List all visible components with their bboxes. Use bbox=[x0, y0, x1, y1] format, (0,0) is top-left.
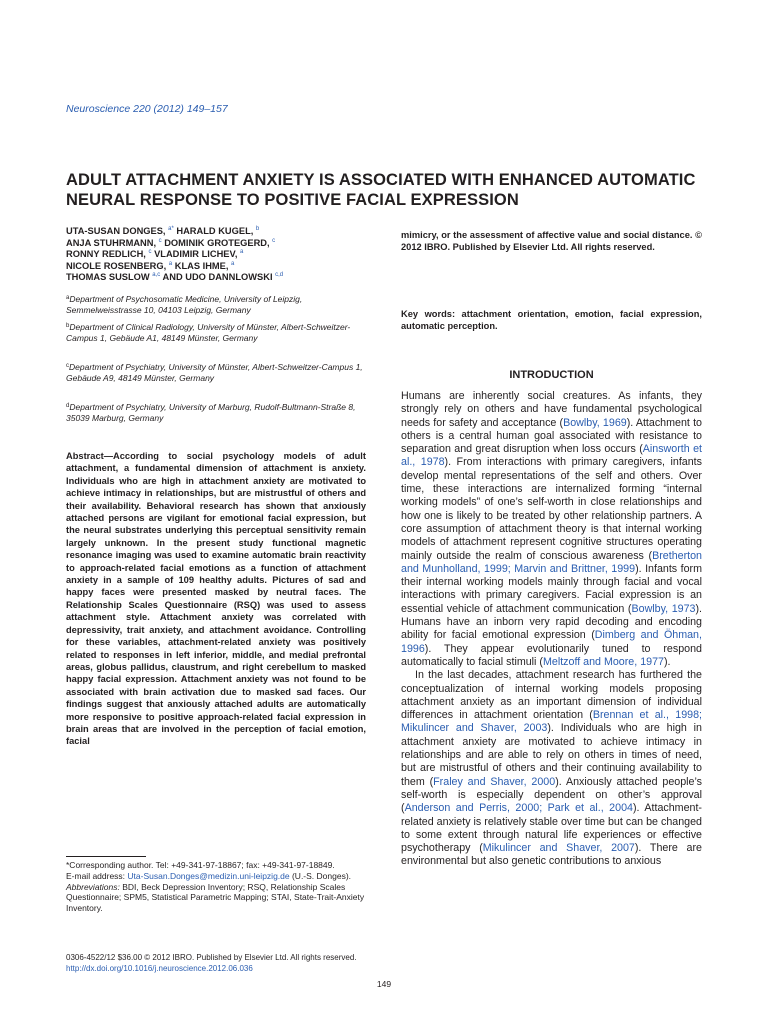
intro-text: ). They appear evolutionarily tuned to respond automatically to facial stimuli ( bbox=[401, 642, 702, 668]
affiliation-a bbox=[66, 294, 366, 317]
journal-citation[interactable]: Neuroscience 220 (2012) 149–157 bbox=[66, 103, 228, 115]
affiliation-text: Department of Psychiatry, University of Münster, Albert-Schweitzer-Campus 1, Gebäude A9, 48149 Münster, Germany bbox=[66, 362, 363, 384]
author-affiliation-marker[interactable]: c bbox=[148, 249, 152, 255]
citation-link[interactable]: Mikulincer and Shaver, 2007 bbox=[482, 842, 635, 855]
author-name: AND UDO DANNLOWSKI bbox=[162, 272, 276, 282]
intro-text: Humans are inherently social creatures. As infants, they strongly rely on others and have fundamental psychological needs for safety and acceptance ( bbox=[401, 390, 702, 429]
affiliation-text: Department of Psychiatry, University of Marburg, Rudolf-Bultmann-Straße 8, 35039 Marburg, Germany bbox=[66, 402, 356, 424]
abbreviations-label: Abbreviations: bbox=[66, 881, 120, 892]
affiliation-d bbox=[66, 402, 366, 425]
footnote-divider bbox=[66, 856, 146, 857]
affiliation-b bbox=[66, 322, 366, 345]
intro-text: ). Individuals who are high in attachment anxiety are motivated to achieve intimacy in relationships and are able to rely on others in times of need, but are mistrustful of others and their continuing availability to them ( bbox=[401, 722, 702, 788]
affiliation-c bbox=[66, 362, 366, 385]
author-name: NICOLE ROSENBERG, bbox=[66, 260, 169, 271]
intro-text: ). There are environmental but also genetic contributions to anxious bbox=[401, 842, 702, 868]
copyright-line: 0306-4522/12 $36.00 © 2012 IBRO. Published by Elsevier Ltd. All rights reserved. bbox=[66, 953, 357, 962]
intro-text: In the last decades, attachment research has furthered the conceptualization of internal working models proposing attachment anxiety as an important dimension of individual differences in attachment orientation ( bbox=[401, 669, 702, 722]
author-name: THOMAS SUSLOW bbox=[66, 272, 153, 282]
page-number: 149 bbox=[376, 979, 392, 989]
corresponding-author-note: *Corresponding author. Tel: +49-341-97-18867; fax: +49-341-97-18849. bbox=[66, 860, 335, 870]
intro-text: ). Anxiously attached people’s self-worth is especially dependent on other’s approval ( bbox=[401, 775, 702, 815]
citation-link[interactable]: Bowlby, 1973 bbox=[631, 602, 696, 615]
citation-link[interactable]: Meltzoff and Moore, 1977 bbox=[542, 655, 664, 668]
author-name: UTA-SUSAN DONGES, bbox=[66, 226, 169, 236]
author-affiliation-marker[interactable]: c bbox=[158, 237, 162, 244]
citation-link[interactable]: Bowlby, 1969 bbox=[563, 416, 627, 429]
author-name: RONNY REDLICH, bbox=[66, 249, 149, 259]
intro-paragraph bbox=[401, 669, 702, 868]
author-affiliation-marker[interactable]: c,d bbox=[275, 272, 284, 278]
citation-link[interactable]: Ainsworth et al., 1978 bbox=[401, 443, 702, 469]
doi-link[interactable]: http://dx.doi.org/10.1016/j.neuroscience.2012.06.036 bbox=[66, 964, 253, 973]
abstract: Abstract—According to social psychology models of adult attachment, a fundamental dimension of attachment is anxiety. Individuals who are high in attachment anxiety are motivated to achieve intimacy in relationships, but are mistrustful of others and their availability. Behavioral research has shown that anxiously attached persons are vigilant for emotional facial expression, but the neural substrates underlying this perceptual sensitivity remain largely unknown. In the present study functional magnetic resonance imaging was used to examine automatic brain reactivity to approach-related facial emotions as a function of attachment anxiety in a sample of 109 healthy adults. Pictures of sad and happy faces were presented masked by neutral faces. The Relationship Scales Questionnaire (RSQ) was used to assess attachment style. Attachment anxiety was correlated with depressivity, trait anxiety, and attachment avoidance. Controlling for these variables, attachment-related anxiety was positively related to responses in left inferior, middle, and medial prefrontal areas, globus pallidus, claustrum, and right cerebellum to masked happy facial expression. Attachment anxiety was not found to be associated with brain activation due to masked sad faces. Our findings suggest that anxiously attached adults are automatically more responsive to positive approach-related facial expression in brain areas that are involved in the perception of facial emotion, facial bbox=[66, 451, 366, 747]
email-suffix: (U.-S. Donges). bbox=[289, 870, 352, 881]
author-affiliation-marker[interactable]: a bbox=[240, 249, 244, 255]
introduction-body bbox=[401, 390, 702, 869]
intro-text: ). Infants form their internal working models mainly through facial and vocal interactions with primary caregivers. Facial expression is an essential vehicle of attachment communication ( bbox=[401, 562, 702, 615]
intro-paragraph bbox=[401, 390, 702, 669]
section-heading-introduction: INTRODUCTION bbox=[509, 369, 594, 381]
author-list bbox=[66, 226, 366, 284]
abbreviations-note bbox=[66, 882, 366, 914]
citation-link[interactable]: Dimberg and Öhman, 1996 bbox=[401, 629, 702, 655]
keywords: Key words: attachment orientation, emotion, facial expression, automatic perception. bbox=[401, 309, 702, 332]
intro-text: ). From interactions with primary caregivers, infants develop mental representations of the self and others. Over time, these interactions are internalized forming “internal working models” of one’s self-worth in close relationships and how one is likely to be treated by other relationship partners. A core assumption of attachment theory is that internal working models of attachment represent cognitive structures operating mainly outside the realm of conscious awareness ( bbox=[401, 456, 702, 562]
copyright-block bbox=[66, 952, 566, 974]
email-label: E-mail address: bbox=[66, 870, 128, 881]
author-name: HARALD KUGEL, bbox=[176, 226, 256, 236]
author-affiliation-marker[interactable]: a,c bbox=[152, 272, 161, 278]
citation-link[interactable]: Bretherton and Munholland, 1999; Marvin and Brittner, 1999 bbox=[401, 549, 702, 575]
affiliation-marker: a bbox=[66, 295, 70, 301]
footnotes bbox=[66, 860, 366, 914]
abstract-continuation: mimicry, or the assessment of affective value and social distance. © 2012 IBRO. Published by Elsevier Ltd. All rights reserved. bbox=[401, 230, 702, 253]
affiliation-marker: c bbox=[66, 363, 69, 369]
intro-text: ). Attachment-related anxiety is relatively stable over time but can be changed to some extent through natural life experiences or effective psychotherapy ( bbox=[401, 802, 702, 855]
intro-text: ). Attachment to others is a central human goal associated with resistance to separation and great disruption when loss occurs ( bbox=[401, 416, 702, 456]
author-name: VLADIMIR LICHEV, bbox=[154, 249, 240, 259]
citation-link[interactable]: Anderson and Perris, 2000; Park et al., 2004 bbox=[404, 802, 633, 815]
email-note bbox=[66, 871, 366, 882]
intro-text: ). Humans have an inborn very rapid decoding and encoding ability for facial emotional expression ( bbox=[401, 602, 702, 642]
affiliation-marker: b bbox=[66, 323, 70, 329]
author-affiliation-marker[interactable]: b bbox=[255, 226, 260, 232]
author-affiliation-marker[interactable]: a bbox=[168, 260, 173, 267]
author-affiliation-marker[interactable]: a* bbox=[168, 226, 174, 232]
article-title: ADULT ATTACHMENT ANXIETY IS ASSOCIATED WITH ENHANCED AUTOMATIC NEURAL RESPONSE TO POSITIVE FACIAL EXPRESSION bbox=[66, 171, 696, 209]
author-affiliation-marker[interactable]: a bbox=[231, 260, 235, 267]
affiliation-text: Department of Clinical Radiology, University of Münster, Albert-Schweitzer-Campus 1, Gebäude A1, 48149 Münster, Germany bbox=[66, 322, 351, 344]
affiliation-text: Department of Psychosomatic Medicine, University of Leipzig, Semmelweisstrasse 10, 04103 Leipzig, Germany bbox=[66, 294, 303, 316]
abbreviations-text: BDI, Beck Depression Inventory; RSQ, Relationship Scales Questionnaire; SPM5, Statistical Parametric Mapping; STAI, State-Trait-Anxiety Inventory. bbox=[66, 881, 365, 914]
author-name: DOMINIK GROTEGERD, bbox=[164, 237, 273, 248]
affiliation-marker: d bbox=[66, 403, 70, 409]
intro-text: ). bbox=[663, 655, 671, 668]
citation-link[interactable]: Fraley and Shaver, 2000 bbox=[433, 775, 556, 788]
author-name: KLAS IHME, bbox=[174, 260, 232, 271]
email-link[interactable]: Uta-Susan.Donges@medizin.uni-leipzig.de bbox=[127, 870, 290, 881]
author-name: ANJA STUHRMANN, bbox=[66, 237, 159, 248]
author-affiliation-marker[interactable]: c bbox=[272, 237, 276, 244]
citation-link[interactable]: Brennan et al., 1998; Mikulincer and Shaver, 2003 bbox=[401, 709, 703, 735]
